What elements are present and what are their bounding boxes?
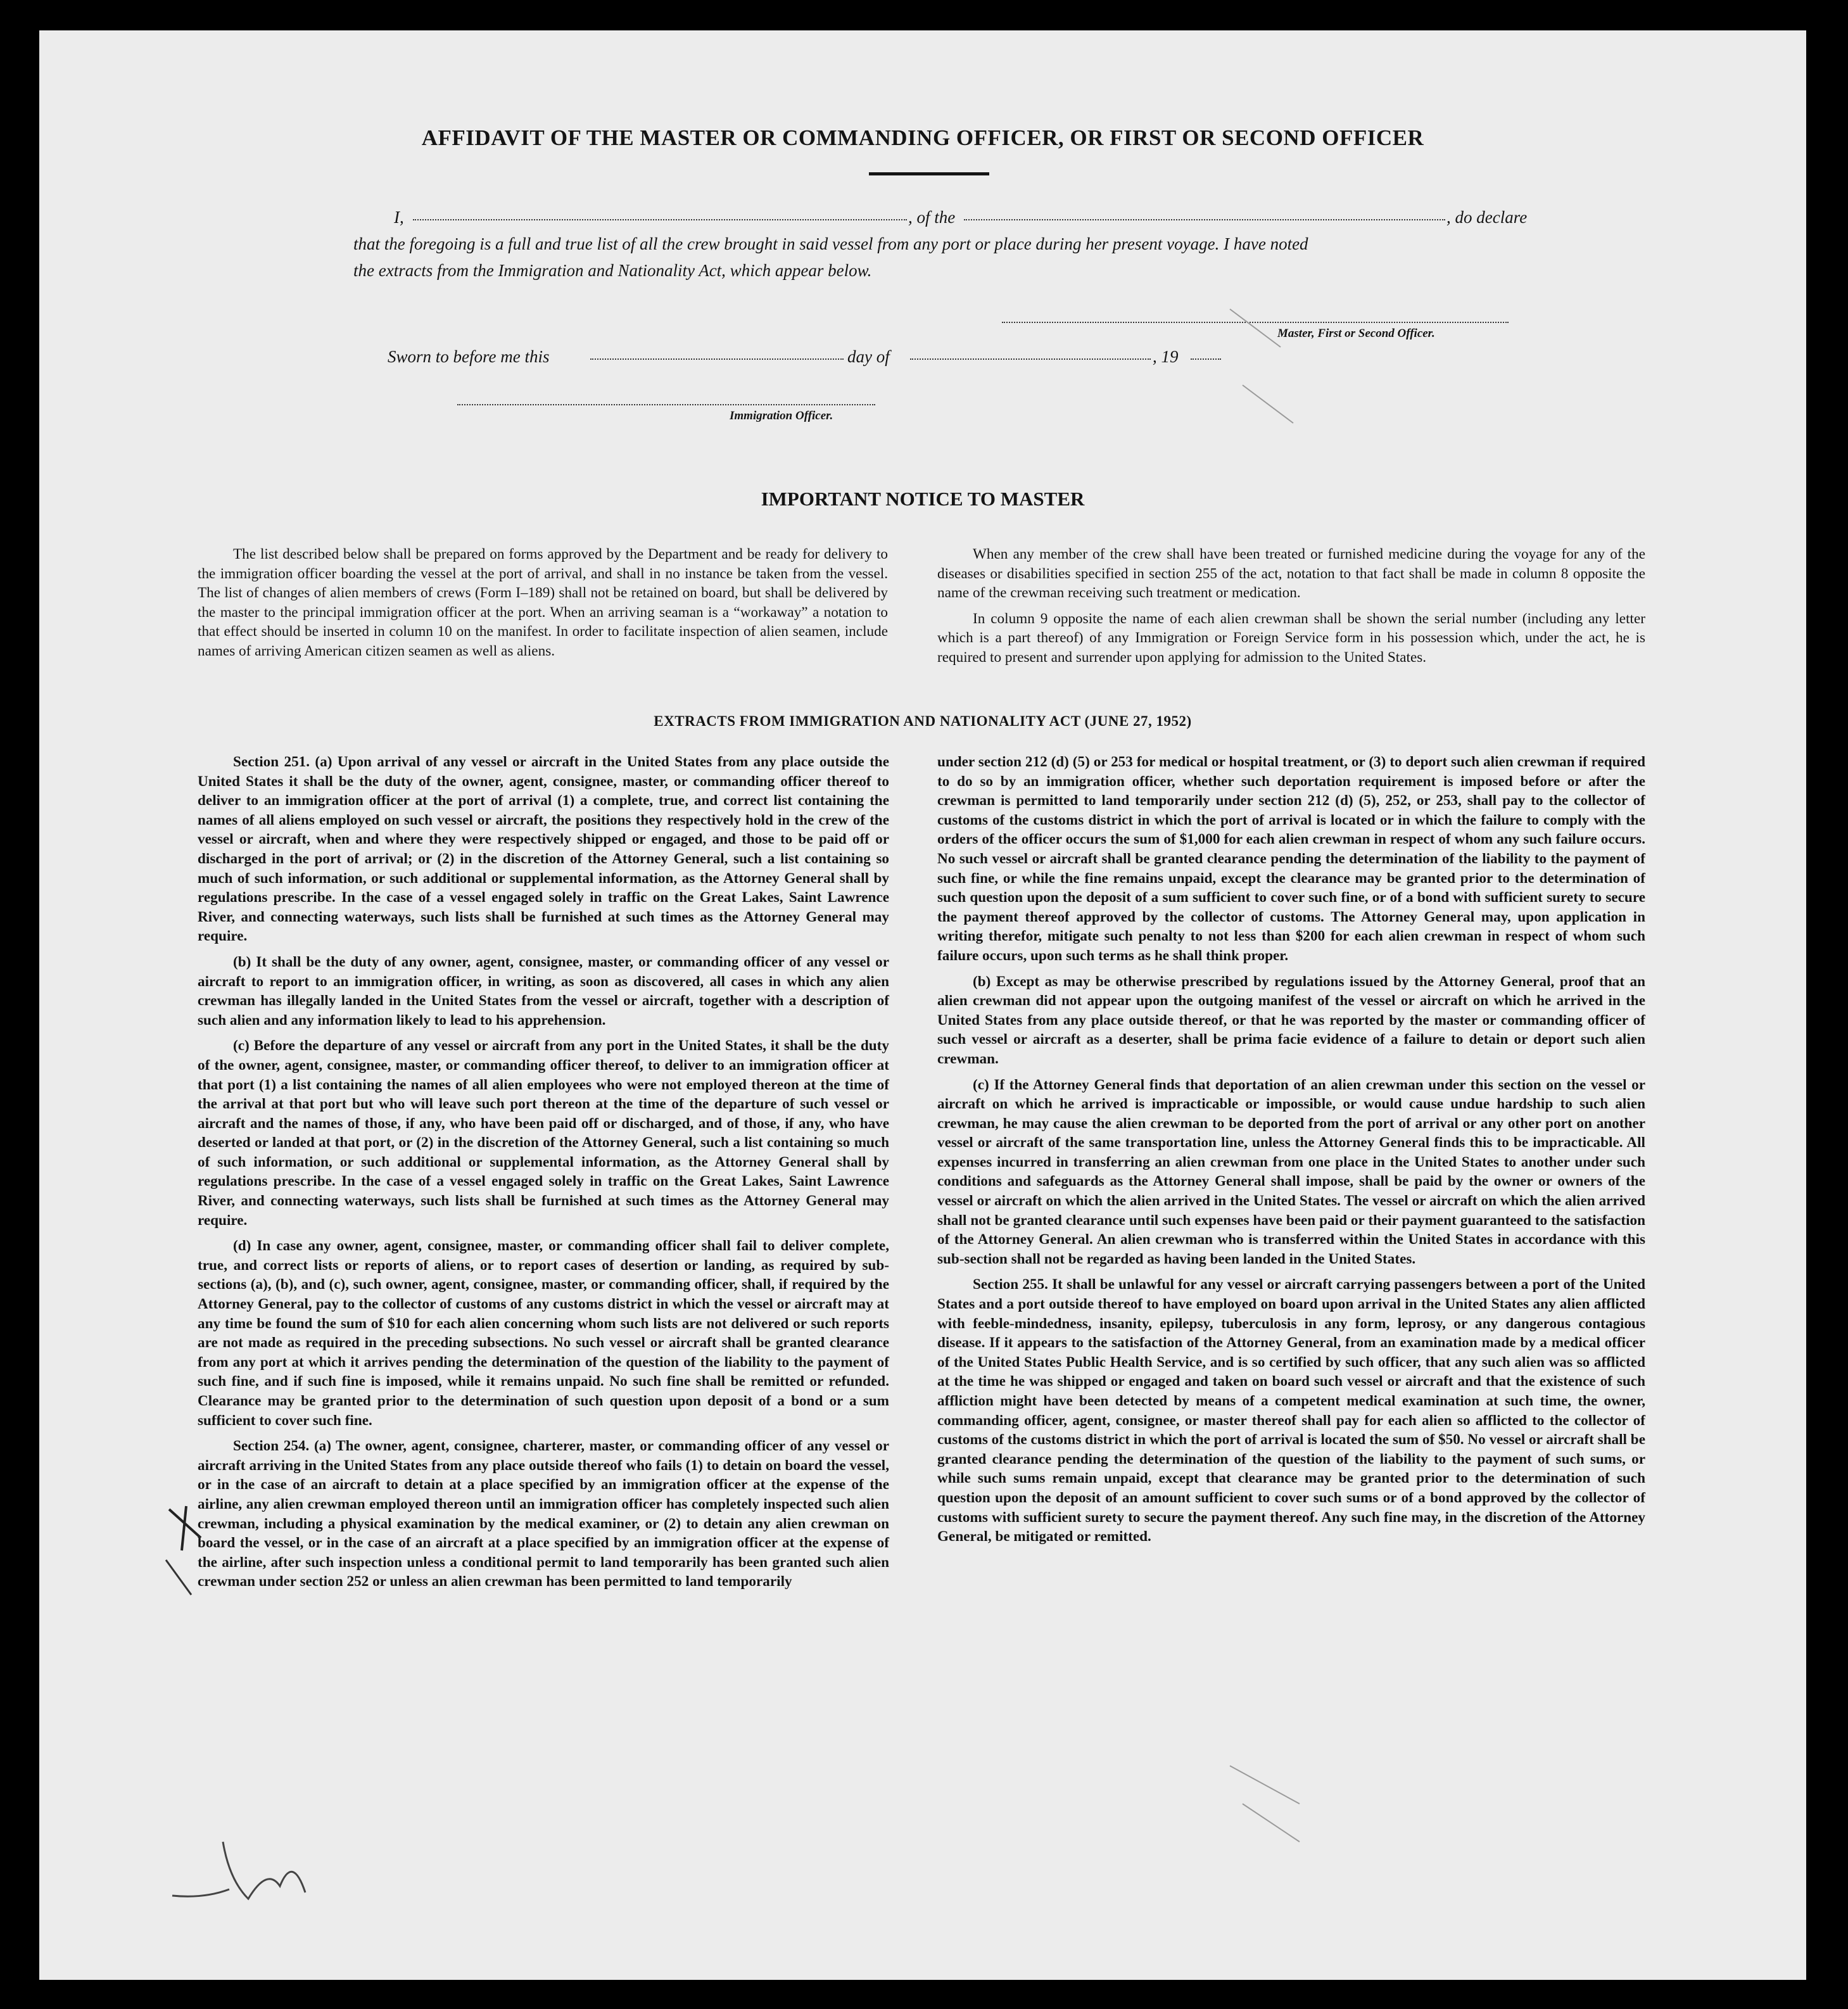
affidavit-form-page — [39, 30, 1806, 1980]
pencil-tick-mark — [169, 1506, 201, 1550]
section-251-c: (c) Before the departure of any vessel or aircraft from any port in the United States, it shall be the duty of the owner, agent, consignee, master, or commanding officer thereof, to deliver to an immigration officer at that port (1) a list containing the names of all alien employees who were not employed thereon at the time of the arrival at that port but who will leave such port thereon at the time of the departure of such vessel or aircraft and the names of those, if any, who have been paid off or discharged, and of those, if any, who have deserted or landed at that port, or (2) in the discretion of the Attorney General, such a list containing so much of such information, or such additional or supplemental information, as the Attorney General shall by regulations prescribe. In the case of a vessel engaged solely in traffic on the Great Lakes, Saint Lawrence River, and connecting waterways, such lists shall be furnished at such times as the Attorney General may require. — [198, 1037, 889, 1229]
pencil-slash-mark — [166, 1560, 191, 1595]
faint-bleed-marks — [1230, 309, 1300, 1842]
day-of-label: day of — [847, 347, 890, 366]
statement-line-1: that the foregoing is a full and true list of all the crew brought in said vessel from any port or place during her present voyage. I have noted — [353, 234, 1308, 253]
notice-left-paragraph: The list described below shall be prepared on forms approved by the Department and be ready for delivery to the immigration officer boarding the vessel at the port of arrival, and shall in no instance be taken from the vessel. The list of changes of alien members of crews (Form I–189) shall not be retained on board, but shall be delivered by the master to the principal immigration officer at the port. When an arriving seaman is a “workaway” a notation to that effect should be inserted in column 10 on the manifest. In order to facilitate inspection of alien seamen, include names of arriving American citizen seamen as well as aliens. — [198, 546, 888, 659]
extracts-title: EXTRACTS FROM IMMIGRATION AND NATIONALITY ACT (JUNE 27, 1952) — [654, 713, 1192, 729]
section-251-a: Section 251. (a) Upon arrival of any vessel or aircraft in the United States from any place outside the United States it shall be the duty of the owner, agent, consignee, master, or commanding officer thereof to deliver to an immigration officer at the port of arrival (1) a complete, true, and correct list containing the names of all aliens employed on such vessel or aircraft, the positions they respectively hold in the crew of the vessel or aircraft, when and where they were respectively shipped or engaged, and those to be paid off or discharged in the port of arrival; or (2) in the discretion of the Attorney General, such a list containing so much of such information, or such additional or supplemental information, as the Attorney General shall by regulations prescribe. In the case of a vessel engaged solely in traffic on the Great Lakes, Saint Lawrence River, and connecting waterways, such lists shall be furnished at such times as the Attorney General may require. — [198, 754, 889, 945]
section-254-b: (b) Except as may be otherwise prescribed by regulations issued by the Attorney General, proof that an alien crewman did not appear upon the outgoing manifest of the vessel or aircraft on which he arrived in the United States from any place outside thereof, or that he was reported by the master or commanding officer of such vessel or aircraft as a deserter, shall be prima facie evidence of a failure to detain or deport such alien crewman. — [937, 973, 1645, 1067]
section-251-b: (b) It shall be the duty of any owner, agent, consignee, master, or commanding officer of any vessel or aircraft to report to an immigration officer, in writing, as soon as discovered, all cases in which any alien crewman has illegally landed in the United States from the vessel or aircraft, together with a description of such alien and any information likely to lead to his apprehension. — [198, 953, 889, 1029]
year-label: , 19 — [1153, 347, 1179, 366]
affidavit-title: AFFIDAVIT OF THE MASTER OR COMMANDING OFFICER, OR FIRST OR SECOND OFFICER — [421, 125, 1424, 150]
scribbled-initials — [172, 1842, 305, 1899]
notice-right-paragraph-1: When any member of the crew shall have been treated or furnished medicine during the voyage for any of the diseases or disabilities specified in section 255 of the act, notation to that fact shall be made in column 8 opposite the name of the crewman receiving such treatment or medication. — [937, 546, 1645, 602]
section-254-c: (c) If the Attorney General finds that deportation of an alien crewman under this section on the vessel or aircraft on which he arrived is impracticable or impossible, or would cause undue hardship to such alien crewman, he may cause the alien crewman to be deported from the port of arrival or any other port on another vessel or aircraft of the same transportation line, unless the Attorney General finds this to be impracticable. All expenses incurred in transferring an alien crewman from one place in the United States to another under such conditions and safeguards as the Attorney General shall impose, shall be paid by the owner or owners of the vessel or aircraft on which the alien arrived in the United States. The vessel or aircraft on which the alien arrived shall not be granted clearance until such expenses have been paid or their payment guaranteed to the satisfaction of the Attorney General. An alien crewman who is transferred within the United States in accordance with this sub-section shall not be regarded as having been landed in the United States. — [937, 1076, 1645, 1267]
declaration-i: I, — [394, 208, 404, 227]
statement-line-2: the extracts from the Immigration and Nationality Act, which appear below. — [353, 261, 872, 280]
section-254-a-continued: under section 212 (d) (5) or 253 for medical or hospital treatment, or (3) to deport such alien crewman if required to do so by an immigration officer, whether such deportation requirement is imposed before or after the crewman is permitted to land temporarily under section 212 (d) (5), 252, or 253, shall pay to the collector of customs of the customs district in which the port of arrival is located or in which the failure to comply with the orders of the officer occurs the sum of $1,000 for each alien crewman in respect of whom any such failure occurs. No such vessel or aircraft shall be granted clearance pending the determination of the liability to the payment of such fine, or while the fine remains unpaid, except the clearance may be granted prior to the determination of such question upon the deposit of a sum sufficient to cover such fine, or of a bond with sufficient surety to secure the payment thereof approved by the collector of customs. The Attorney General may, upon application in writing therefor, mitigate such penalty to not less than $200 for each alien crewman in respect of whom such failure occurs, upon such terms as he shall think proper. — [937, 754, 1645, 964]
sworn-label: Sworn to before me this — [388, 347, 550, 366]
master-caption: Master, First or Second Officer. — [1277, 327, 1435, 340]
section-251-d: (d) In case any owner, agent, consignee, master, or commanding officer shall fail to deliver complete, true, and correct lists or reports of aliens, or to report cases of desertion or landing, as required by sub-sections (a), (b), and (c), such owner, agent, consignee, master, or commanding officer, shall, if required by the Attorney General, pay to the collector of customs of any customs district in which the vessel or aircraft may at any time be found the sum of $10 for each alien concerning whom such lists are not delivered or such reports are not made as required in the preceding subsections. No such vessel or aircraft shall be granted clearance from any port at which it arrives pending the determination of the question of the liability to the payment of such fine, and if such fine is imposed, while it remains unpaid. No such fine shall be remitted or refunded. Clearance may be granted prior to the determination of such question upon deposit of a bond or a sum sufficient to cover such fine. — [198, 1238, 889, 1429]
declaration-do-declare: , do declare — [1446, 208, 1528, 227]
officer-caption: Immigration Officer. — [730, 409, 833, 422]
section-255: Section 255. It shall be unlawful for any vessel or aircraft carrying passengers between a port of the United States and a port outside thereof to have employed on board upon arrival in the United States any alien afflicted with feeble-mindedness, insanity, epilepsy, tuberculosis in any form, leprosy, or any dangerous contagious disease. If it appears to the satisfaction of the Attorney General, from an examination made by a medical officer of the United States Public Health Service, and is so certified by such officer, that any such alien was so afflicted at the time he was shipped or engaged and taken on board such vessel or aircraft and that the existence of such affliction might have been detected by means of a competent medical examination at such time, the owner, commanding officer, agent, consignee, or master thereof shall pay for each alien so afflicted to the collector of customs of the customs district in which the port of arrival is located the sum of $50. No vessel or aircraft shall be granted clearance pending the determination of the question of the liability to the payment of such sums, or while such sums remain unpaid, except that clearance may be granted prior to the determination of such question upon the deposit of an amount sufficient to cover such sums or of a bond approved by the collector of customs with sufficient surety to secure the payment thereof. Any such fine may, in the discretion of the Attorney General, be mitigated or remitted. — [937, 1276, 1645, 1545]
handwritten-marks — [39, 30, 1806, 1980]
declaration-of-the: , of the — [908, 208, 956, 227]
section-254-a: Section 254. (a) The owner, agent, consignee, charterer, master, or commanding officer of any vessel or aircraft arriving in the United States from any place outside thereof who fails (1) to detain on board the vessel, or in the case of an aircraft to detain at a place specified by an immigration officer at the expense of the airline, any alien crewman employed thereon until an immigration officer has completely inspected such alien crewman, including a physical examination by the medical examiner, or (2) to detain any alien crewman on board the vessel, or in the case of an aircraft at a place specified by an immigration officer at the expense of the airline, after such inspection unless a conditional permit to land temporarily has been granted such alien crewman under section 252 or unless an alien crewman has been permitted to land temporarily — [198, 1438, 889, 1590]
notice-right-paragraph-2: In column 9 opposite the name of each alien crewman shall be shown the serial number (including any letter which is a part thereof) of any Immigration or Foreign Service form in his possession which, under the act, he is required to present and surrender upon applying for admission to the United States. — [937, 610, 1645, 666]
notice-title: IMPORTANT NOTICE TO MASTER — [761, 488, 1085, 510]
